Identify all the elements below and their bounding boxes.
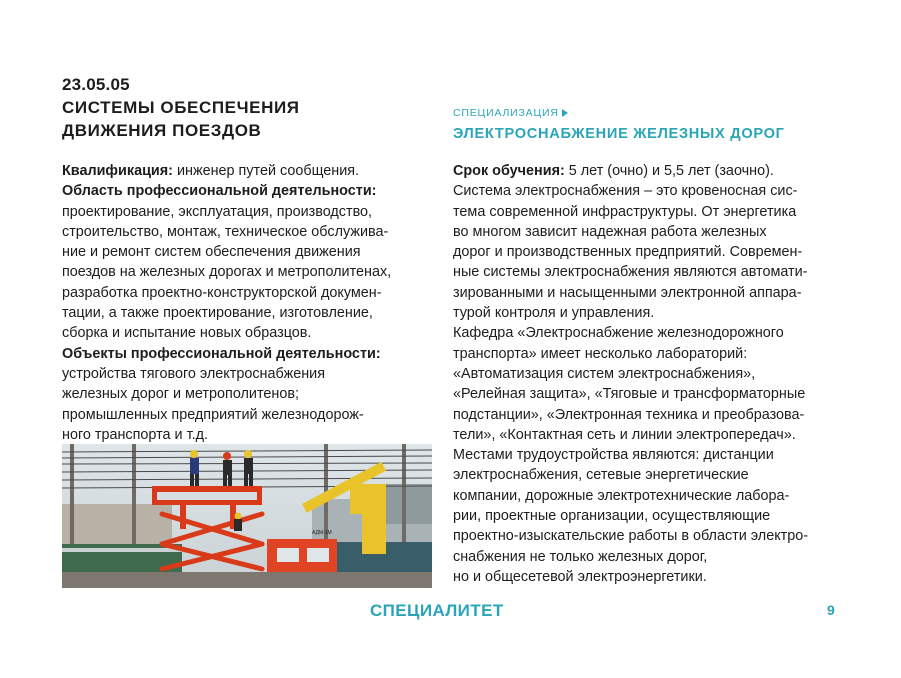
paragraph-line: проектно-изыскательские работы в области электро- — [453, 528, 809, 545]
paragraph-line: Система электроснабжения – это кровеносная сис- — [453, 183, 798, 200]
field-line: разработка проектно-конструкторской докумен- — [62, 284, 382, 301]
objects-text — [62, 364, 432, 445]
qualification-label: Квалификация: — [62, 163, 173, 179]
paragraph-line: компании, дорожные электротехнические лабора- — [453, 487, 790, 504]
objects-label: Объекты профессиональной деятельности: — [62, 345, 381, 362]
objects-line: ного транспорта и т.д. — [62, 426, 208, 443]
objects-line: железных дорог и метрополитенов; — [62, 386, 299, 403]
specialization-title: ЭЛЕКТРОСНАБЖЕНИЕ ЖЕЛЕЗНЫХ ДОРОГ — [453, 126, 785, 142]
right-column — [453, 106, 838, 587]
specialization-description — [453, 161, 838, 587]
qualification — [62, 161, 432, 181]
paragraph-line: дорог и производственных предприятий. Современ- — [453, 244, 803, 261]
field-line: проектирование, эксплуатация, производство, — [62, 203, 373, 220]
field-label: Область профессиональной деятельности: — [62, 183, 377, 200]
program-title-line: ДВИЖЕНИЯ ПОЕЗДОВ — [62, 121, 262, 140]
paragraph-line: ные системы электроснабжения являются автомати- — [453, 264, 808, 281]
paragraph-line: подстанции», «Электронная техника и преобразова- — [453, 406, 805, 423]
paragraph-line: транспорта» имеет несколько лабораторий: — [453, 345, 748, 362]
paragraph-line: снабжения не только железных дорог, — [453, 548, 708, 565]
paragraph-line: «Релейная защита», «Тяговые и трансформаторные — [453, 386, 806, 403]
paragraph-department — [453, 323, 838, 445]
objects-line: устройства тягового электроснабжения — [62, 365, 325, 382]
paragraph-power-supply — [453, 181, 838, 323]
qualification-value: инженер путей сообщения. — [172, 163, 360, 179]
field-line: поездов на железных дорогах и метрополитенах, — [62, 264, 392, 281]
field-line: ние и ремонт систем обеспечения движения — [62, 244, 361, 261]
paragraph-line: рии, проектные организации, осуществляющие — [453, 508, 771, 525]
catenary-repair-photo — [62, 444, 432, 588]
field-line: тации, а также проектирование, изготовление, — [62, 305, 373, 322]
specialization-label-text: СПЕЦИАЛИЗАЦИЯ — [453, 107, 559, 119]
program-description — [62, 161, 432, 445]
program-title — [62, 96, 432, 142]
paragraph-line: Местами трудоустройства являются: дистанции — [453, 447, 774, 464]
paragraph-line: тема современной инфраструктуры. От энергетика — [453, 203, 797, 220]
duration — [453, 161, 838, 181]
paragraph-line: «Автоматизация систем электроснабжения», — [453, 365, 756, 382]
program-title-line: СИСТЕМЫ ОБЕСПЕЧЕНИЯ — [62, 98, 300, 117]
section-footer-title: СПЕЦИАЛИТЕТ — [370, 601, 504, 620]
objects-line: промышленных предприятий железнодорож- — [62, 406, 364, 423]
program-code: 23.05.05 — [62, 75, 130, 94]
page-number: 9 — [827, 602, 835, 618]
duration-value: 5 лет (очно) и 5,5 лет (заочно). — [564, 163, 774, 179]
paragraph-line: электроснабжения, сетевые энергетические — [453, 467, 749, 484]
field-line: строительство, монтаж, техническое обслужива- — [62, 223, 389, 240]
field-text — [62, 202, 432, 344]
duration-label: Срок обучения: — [453, 163, 565, 179]
field-line: сборка и испытание новых образцов. — [62, 325, 312, 342]
left-column — [62, 74, 432, 445]
paragraph-line: Кафедра «Электроснабжение железнодорожного — [453, 325, 784, 342]
paragraph-line: но и общесетевой электроэнергетики. — [453, 568, 707, 585]
triangle-right-icon — [562, 109, 568, 117]
paragraph-line: зированными и насыщенными электронной аппара- — [453, 284, 802, 301]
paragraph-line: турой контроля и управления. — [453, 305, 655, 322]
paragraph-line: во многом зависит надежная работа железных — [453, 223, 767, 240]
specialization-label — [453, 106, 838, 120]
paragraph-line: тели», «Контактная сеть и линии электропередач». — [453, 426, 796, 443]
vehicle-number: АДМ-1М — [312, 530, 332, 536]
paragraph-employment — [453, 445, 838, 587]
